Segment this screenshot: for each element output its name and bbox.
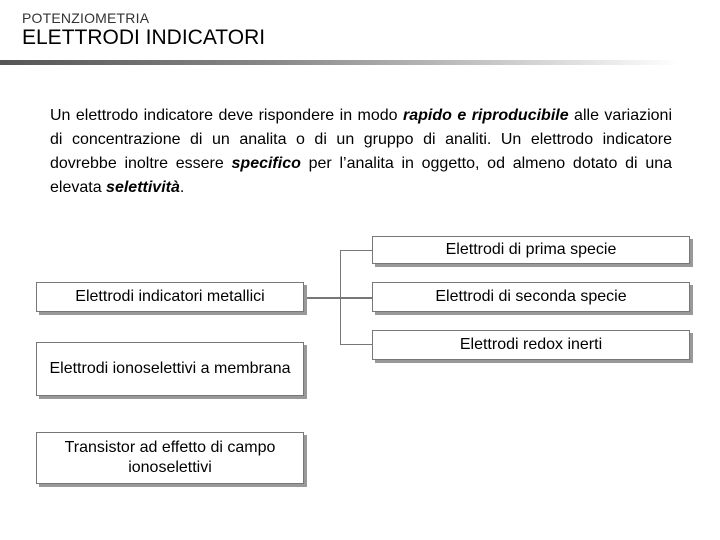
intro-text-4: . <box>179 179 185 196</box>
box-metallic-electrodes-label: Elettrodi indicatori metallici <box>75 288 265 305</box>
intro-paragraph <box>50 104 672 200</box>
intro-text-1: Un elettrodo indicatore deve rispondere in modo <box>50 107 404 124</box>
box-first-kind <box>372 236 690 264</box>
box-redox-inert <box>372 330 690 360</box>
intro-emphasis-rapid: rapido e riproducibile <box>403 107 569 124</box>
connector-branch-middle <box>340 297 372 299</box>
intro-emphasis-selectivity: selettività <box>106 179 180 196</box>
section-subtitle: POTENZIOMETRIA <box>22 10 150 26</box>
header-divider <box>0 60 680 65</box>
box-first-kind-label: Elettrodi di prima specie <box>445 241 617 258</box>
box-isfet-label: Transistor ad effetto di campo ionoselettivi <box>64 439 276 476</box>
connector-branch-bottom <box>340 344 372 345</box>
box-ion-selective-membrane <box>36 342 304 396</box>
intro-text-3: per l’analita in oggetto, od almeno dotato di una elevata <box>50 155 673 196</box>
box-ion-selective-membrane-label: Elettrodi ionoselettivi a membrana <box>49 360 291 377</box>
intro-emphasis-specific: specifico <box>231 155 301 172</box>
box-redox-inert-label: Elettrodi redox inerti <box>459 336 603 353</box>
box-isfet <box>36 432 304 484</box>
box-second-kind <box>372 282 690 312</box>
page-title: ELETTRODI INDICATORI <box>22 26 266 49</box>
connector-horizontal-main <box>304 297 340 299</box>
connector-branch-top <box>340 250 372 251</box>
box-metallic-electrodes <box>36 282 304 312</box>
box-second-kind-label: Elettrodi di seconda specie <box>435 288 627 305</box>
intro-text-2: alle variazioni di concentrazione di un analita o di un gruppo di analiti. Un elettrodo indicatore dovrebbe inoltre essere <box>50 107 673 172</box>
